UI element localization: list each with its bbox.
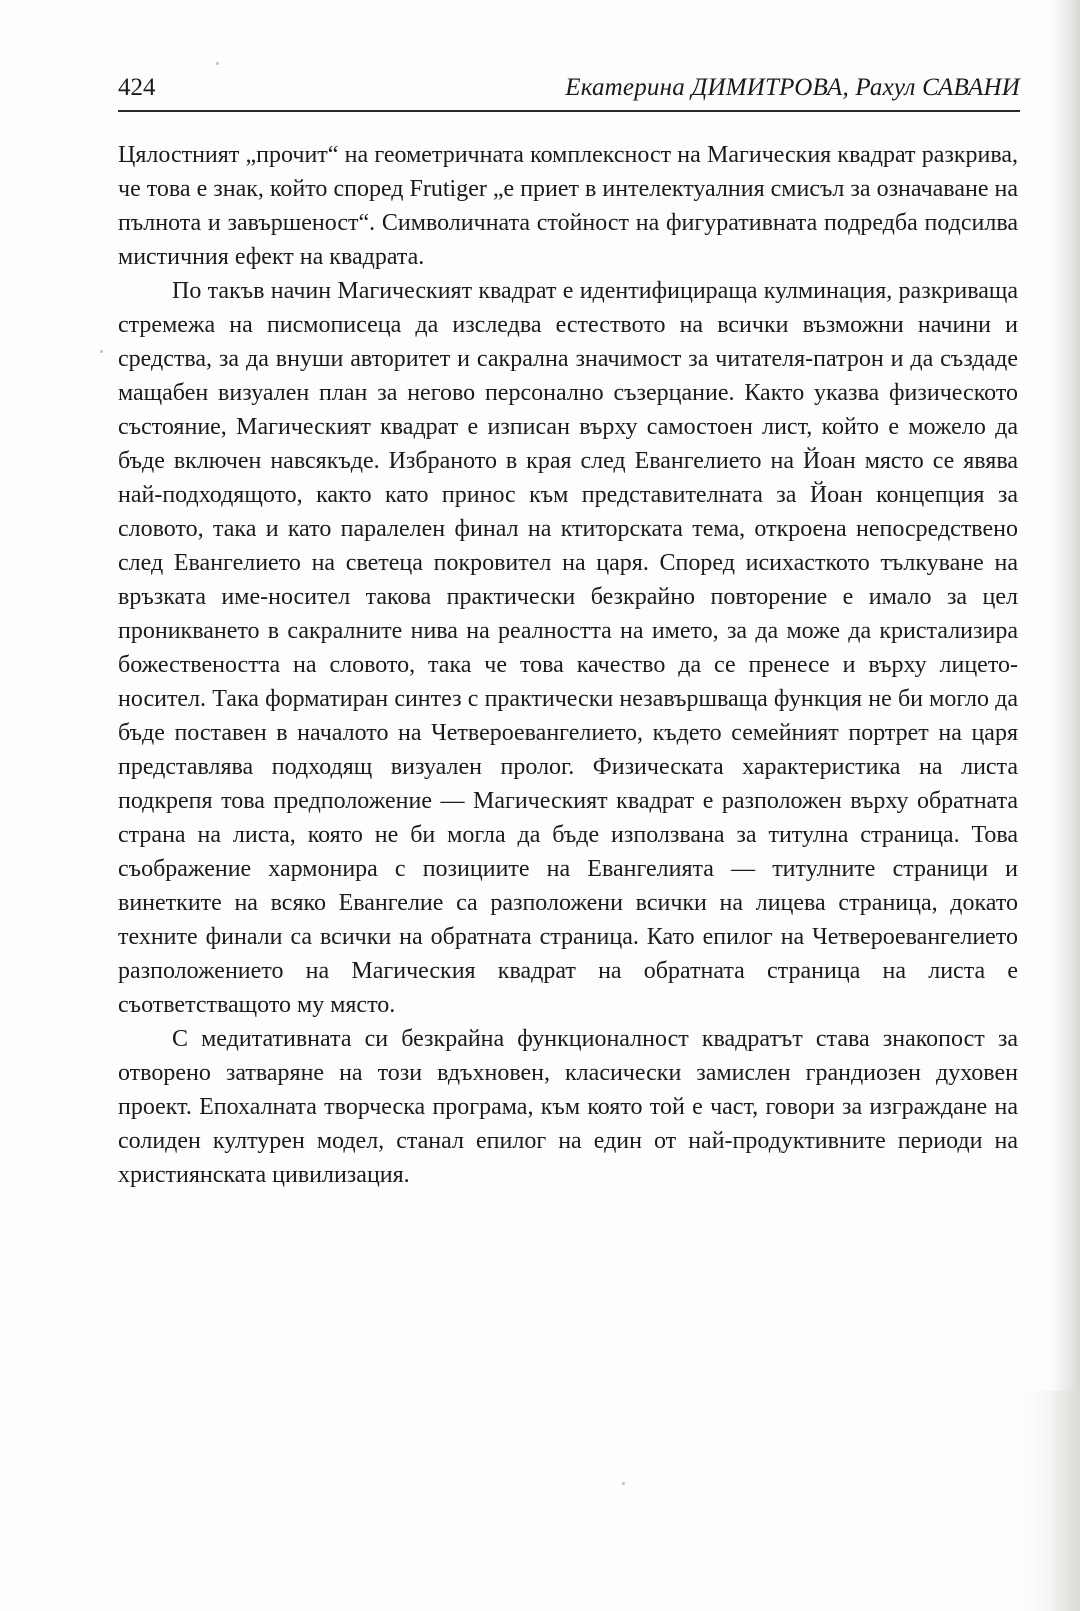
paper-speck (622, 1482, 625, 1485)
body-text (118, 138, 1018, 1192)
paragraph-3: С медитативната си безкрайна функционалност квадратът става знакопост за отворено затваряне на този вдъхновен, класически замислен грандиозен духовен проект. Епохалната творческа програма, към която той е част, говори за изграждане на солиден културен модел, станал епилог на един от най-продуктивните периоди на християнската цивилизация. (118, 1026, 1018, 1188)
paragraph-1: Цялостният „прочит“ на геометричната комплексност на Магическия квадрат разкрива, че това е знак, който според Frutiger „е приет в интелектуалния смисъл за означаване на пълнота и завършеност“. Символичната стойност на фигуративната подредба подсилва мистичния ефект на квадрата. (118, 142, 1018, 270)
paragraph-2: По такъв начин Магическият квадрат е идентифицираща кулминация, разкриваща стремежа на писмописеца да изследва естеството на всички възможни начини и средства, за да внуши авторитет и сакрална значимост за читателя-патрон и да създаде мащабен визуален план за негово персонално съзерцание. Както указва физическото състояние, Магическият квадрат е изписан върху самостоен лист, който е можело да бъде включен навсякъде. Избраното в края след Евангелието на Йоан място се явява най-подходящото, както като принос към представителната за Йоан концепция за словото, така и като паралелен финал на ктиторската тема, откроена непосредствено след Евангелието на светеца покровител на царя. Според исихасткото тълкуване на връзката име-носител такова практически безкрайно повторение е имало за цел проникването в сакралните нива на реалността на името, за да може да кристализира божествеността на словото, така че това качество да се пренесе и върху лицето-носител. Така форматиран синтез с практически незавършваща функция не би могло да бъде поставен в началото на Четвероевангелието, където семейният портрет на царя представлява подходящ визуален пролог. Физическата характеристика на листа подкрепя това предположение — Магическият квадрат е разположен върху обратната страна на листа, която не би могла да бъде използвана за титулна страница. Това съображение хармонира с позициите на Евангелията — титулните страници и винетките на всяко Евангелие са разположени всички на лицева страница, докато техните финали са всички на обратната страница. Като епилог на Четвероевангелието разположението на Магическия квадрат на обратната страница на листа е съответстващото му място. (118, 278, 1018, 1018)
page-corner-shadow (1026, 1391, 1080, 1611)
paper-speck (100, 350, 103, 353)
page-header (118, 72, 1020, 114)
page-number: 424 (118, 74, 156, 101)
header-rule (118, 110, 1020, 112)
paper-speck (216, 62, 219, 65)
running-head: Екатерина ДИМИТРОВА, Рахул САВАНИ (565, 74, 1020, 101)
page-edge-shadow (1050, 0, 1080, 1611)
